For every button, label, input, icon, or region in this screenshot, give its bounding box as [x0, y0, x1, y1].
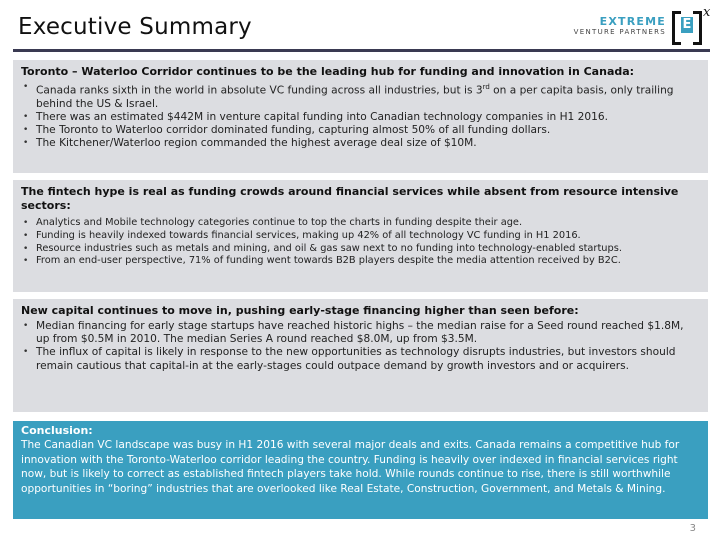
- conclusion-heading: Conclusion:: [21, 424, 93, 437]
- section-heading: The fintech hype is real as funding crowds around financial services while absent from resource intensive sectors:: [21, 185, 679, 212]
- bullet-item: • Analytics and Mobile technology categories continue to top the charts in funding despite their age.: [36, 217, 700, 230]
- section-fintech: [13, 180, 708, 292]
- left-bracket-icon: [672, 11, 681, 45]
- title-divider: [13, 49, 710, 52]
- bullet-item: • Funding is heavily indexed towards financial services, making up 42% of all technology VC funding in H1 2016.: [36, 230, 700, 243]
- bullet-item: • The Toronto to Waterloo corridor dominated funding, capturing almost 50% of all funding dollars.: [36, 124, 700, 137]
- logo-line-extreme: EXTREME: [599, 15, 666, 28]
- section-heading: New capital continues to move in, pushing early-stage financing higher than seen before:: [21, 304, 579, 317]
- section-heading: Toronto – Waterloo Corridor continues to be the leading hub for funding and innovation in Canada:: [21, 65, 635, 78]
- section-new-capital: [13, 299, 708, 412]
- bullet-item: • The influx of capital is likely in response to the new opportunities as technology disrupts industries, but investors should remain cautious that capital-in at the early-stages could outpace demand by growth investors and or acquirers.: [36, 346, 700, 372]
- page-title: Executive Summary: [18, 14, 252, 40]
- bullet-item: • Resource industries such as metals and mining, and oil & gas saw next to no funding into technology-enabled startups.: [36, 243, 700, 256]
- bullet-item: • Median financing for early stage startups have reached historic highs – the median raise for a Seed round reached $1.8M, up from $0.5M in 2010. The median Series A round reached $8.0M, up from $3.5M.: [36, 320, 700, 346]
- bullet-item: • From an end-user perspective, 71% of funding went towards B2B players despite the media attention received by B2C.: [36, 255, 700, 268]
- logo-line-venture-partners: VENTURE PARTNERS: [573, 28, 666, 36]
- company-logo: [573, 5, 711, 46]
- logo-wordmark: [574, 16, 666, 36]
- conclusion-text: The Canadian VC landscape was busy in H1 2016 with several major deals and exits. Canada remains a competitive hub for innovation with the Toronto-Waterloo corridor leading the country. Funding is heavily over indexed in financial services right now, but is likely to correct as established fintech players take hold. While rounds continue to rise, there is still worthwhile opportunities in “boring” industries that are overlooked like Real Estate, Construction, Government, and Metals & Mining.: [21, 439, 680, 495]
- bullet-item: • Canada ranks sixth in the world in absolute VC funding across all industries, but is 3rd on a per capita basis, only trailing behind the US & Israel.: [36, 81, 700, 111]
- page-number: 3: [689, 523, 696, 534]
- logo-superscript-x: x: [703, 5, 711, 20]
- bullet-item: • There was an estimated $442M in venture capital funding into Canadian technology companies in H1 2016.: [36, 111, 700, 124]
- bullet-item: • The Kitchener/Waterloo region commanded the highest average deal size of $10M.: [36, 137, 700, 150]
- bullet-list: [21, 320, 700, 373]
- right-bracket-icon: [693, 11, 702, 45]
- logo-bracket-e-icon: [672, 5, 711, 43]
- section-toronto-waterloo: [13, 60, 708, 173]
- logo-e-letter: E: [682, 17, 692, 32]
- bullet-list: [21, 81, 700, 151]
- bullet-list: [21, 217, 700, 268]
- conclusion-box: [13, 421, 708, 519]
